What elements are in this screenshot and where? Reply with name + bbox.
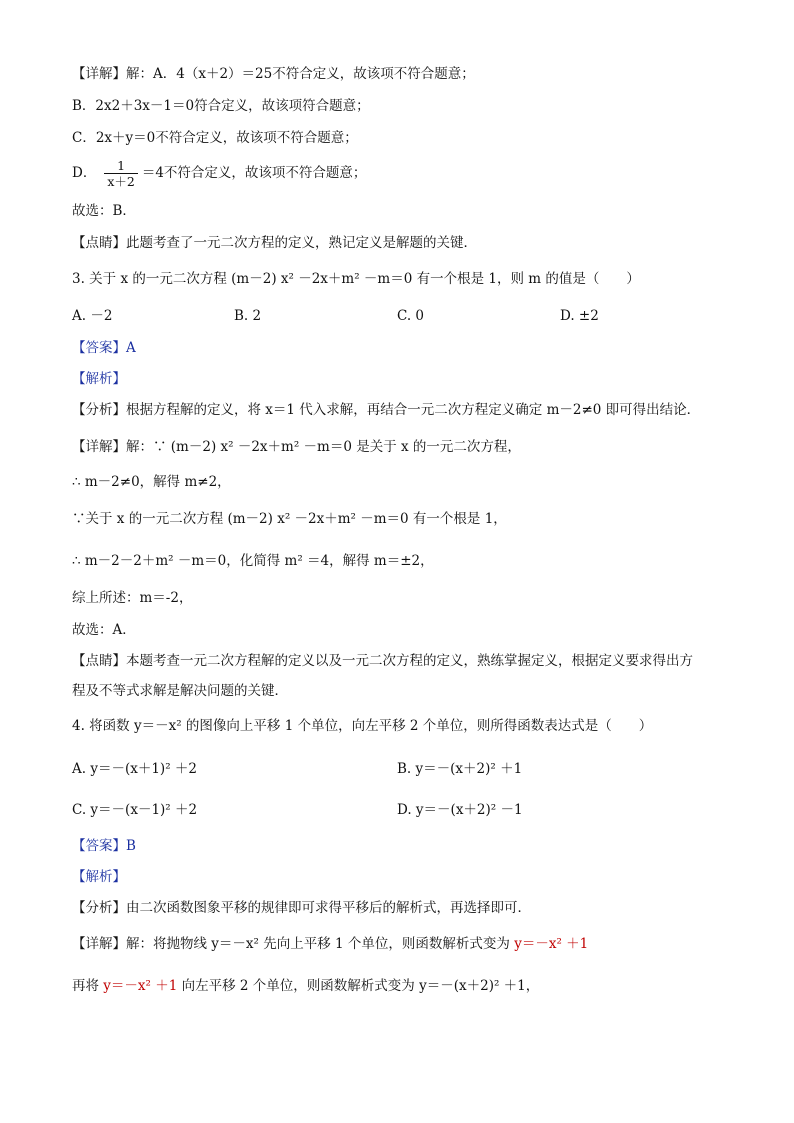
q4-line2-suffix: 向左平移 2 个单位，则函数解析式变为 y＝－(x＋2)² ＋1， (177, 978, 540, 994)
q3-analysis: 【分析】根据方程解的定义，将 x＝1 代入求解，再结合一元二次方程定义确定 m－2≠0 即可得出结论． (72, 402, 701, 418)
q3-option-d: D. ±2 (560, 308, 599, 324)
q3-detail-4: ∴ m－2－2＋m² －m＝0，化简得 m² ＝4，解得 m＝±2， (72, 553, 434, 569)
q4-option-b: B. y＝－(x＋2)² ＋1 (397, 761, 523, 777)
q2-d-prefix: D． (72, 165, 97, 181)
q4-detail-text: 【详解】解：将抛物线 y＝－x² 先向上平移 1 个单位，则函数解析式变为 (72, 936, 515, 952)
q4-option-a: A. y＝－(x＋1)² ＋2 (72, 761, 197, 777)
q3-choose: 故选：A． (72, 622, 136, 638)
q4-option-c: C. y＝－(x－1)² ＋2 (72, 802, 198, 818)
q2-choose: 故选：B． (72, 203, 136, 219)
q3-detail-3: ∵关于 x 的一元二次方程 (m－2) x² －2x＋m² －m＝0 有一个根是 1， (72, 511, 507, 527)
q3-option-c: C. 0 (397, 308, 425, 324)
q2-detail-b: B．2x2＋3x－1＝0符合定义，故该项符合题意； (72, 98, 370, 114)
q4-analysis: 【分析】由二次函数图象平移的规律即可求得平移后的解析式，再选择即可． (72, 900, 531, 916)
q3-analysis-tag: 【解析】 (72, 371, 126, 387)
q3-answer: 【答案】A (72, 340, 136, 356)
q3-comment-line-2: 程及不等式求解是解决问题的关键． (72, 683, 288, 699)
q2-d-numerator: 1 (104, 158, 138, 174)
q3-detail-1: 【详解】解：∵ (m－2) x² －2x＋m² －m＝0 是关于 x 的一元二次方程， (72, 439, 521, 455)
q3-comment-line-1: 【点睛】本题考查一元二次方程解的定义以及一元二次方程的定义，熟练掌握定义，根据定义要求得出方 (72, 653, 693, 669)
q3-option-a: A. －2 (72, 308, 113, 324)
q4-option-d: D. y＝－(x＋2)² －1 (397, 802, 523, 818)
q4-detail-line-2 (72, 976, 539, 996)
q3-question: 3. 关于 x 的一元二次方程 (m－2) x² －2x＋m² －m＝0 有一个根是 1，则 m 的值是（ ） (72, 271, 640, 287)
q4-line2-prefix: 再将 (72, 978, 104, 994)
q3-option-b: B. 2 (234, 308, 262, 324)
q4-line2-formula: y＝－x² ＋1 (103, 978, 178, 994)
q4-analysis-tag: 【解析】 (72, 869, 126, 885)
q3-detail-2: ∴ m－2≠0，解得 m≠2， (72, 474, 231, 490)
q2-d-fraction (104, 158, 138, 189)
q2-d-suffix: ＝4不符合定义，故该项不符合题意； (141, 165, 367, 181)
q4-detail (72, 934, 588, 954)
q2-detail-d (72, 157, 366, 189)
q2-detail-c: C．2x＋y＝0不符合定义，故该项不符合题意； (72, 130, 358, 146)
q4-detail-formula: y＝－x² ＋1 (514, 936, 589, 952)
q2-d-denominator: x＋2 (107, 174, 135, 189)
q2-detail-a: 【详解】解：A．4（x＋2）＝25不符合定义，故该项不符合题意； (72, 66, 475, 82)
q4-answer: 【答案】B (72, 838, 136, 854)
q2-comment: 【点睛】此题考查了一元二次方程的定义，熟记定义是解题的关键． (72, 235, 477, 251)
q4-question: 4. 将函数 y＝－x² 的图像向上平移 1 个单位，向左平移 2 个单位，则所得函数表达式是（ ） (72, 718, 653, 734)
q3-summary: 综上所述：m＝-2， (72, 590, 193, 606)
